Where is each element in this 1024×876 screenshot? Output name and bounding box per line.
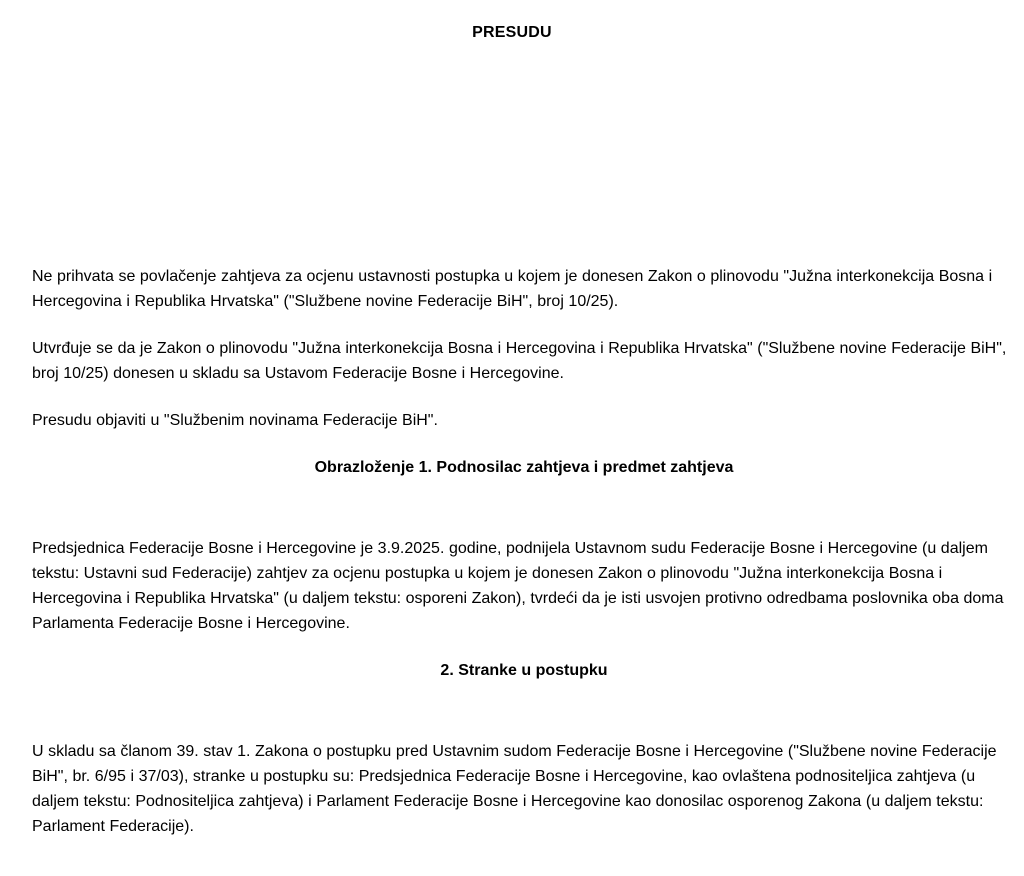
paragraph-parties: U skladu sa članom 39. stav 1. Zakona o postupku pred Ustavnim sudom Federacije Bosne i Hercegovine ("Službene novine Federacije BiH", br. 6/95 i 37/03), stranke u postupku su: Predsjednica Federacije Bosne i Hercegovine, kao ovlaštena podnositeljica zahtjeva (u daljem tekstu: Podnositeljica zahtjeva) i Parlament Federacije Bosne i Hercegovine kao donosilac osporenog Zakona (u daljem tekstu: Parlament Federacije). <box>32 743 997 835</box>
heading-obrazlozenje-1: Obrazloženje 1. Podnosilac zahtjeva i predmet zahtjeva <box>314 459 734 476</box>
heading-block-1 <box>32 455 1016 480</box>
page-title: PRESUDU <box>472 24 552 41</box>
heading-stranke-2: 2. Stranke u postupku <box>440 662 608 679</box>
paragraph-disposition-2: Utvrđuje se da je Zakon o plinovodu "Južna interkonekcija Bosna i Hercegovina i Republika Hrvatska" ("Službene novine Federacije BiH", broj 10/25) donesen u skladu sa Ustavom Federacije Bosne i Hercegovine. <box>32 340 1007 382</box>
paragraph-applicant: Predsjednica Federacije Bosne i Hercegovine je 3.9.2025. godine, podnijela Ustavnom sudu Federacije Bosne i Hercegovine (u daljem tekstu: Ustavni sud Federacije) zahtjev za ocjenu postupka u kojem je donesen Zakon o plinovodu "Južna interkonekcija Bosna i Hercegovina i Republika Hrvatska" (u daljem tekstu: osporeni Zakon), tvrdeći da je isti usvojen protivno odredbama poslovnika oba doma Parlamenta Federacije Bosne i Hercegovine. <box>32 540 1004 632</box>
paragraph-disposition-3: Presudu objaviti u "Službenim novinama Federacije BiH". <box>32 412 438 429</box>
document-body <box>32 264 1016 839</box>
paragraph-disposition-1: Ne prihvata se povlačenje zahtjeva za ocjenu ustavnosti postupka u kojem je donesen Zakon o plinovodu "Južna interkonekcija Bosna i Hercegovina i Republika Hrvatska" ("Službene novine Federacije BiH", broj 10/25). <box>32 268 993 310</box>
heading-block-2 <box>32 658 1016 683</box>
